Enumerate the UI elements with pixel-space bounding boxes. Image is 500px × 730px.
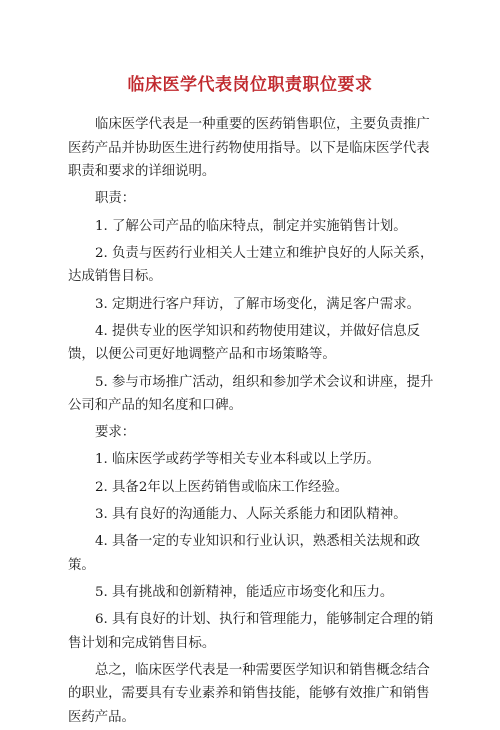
duty-item: 4. 提供专业的医学知识和药物使用建议，并做好信息反馈，以便公司更好地调整产品和市场策略等。 [68, 323, 421, 363]
requirement-item: 3. 具有良好的沟通能力、人际关系能力和团队精神。 [95, 506, 407, 522]
requirement-item: 1. 临床医学或药学等相关专业本科或以上学历。 [95, 452, 380, 468]
duty-item: 5. 参与市场推广活动，组织和参加学术会议和讲座，提升公司和产品的知名度和口碑。 [68, 374, 434, 414]
requirements-heading: 要求： [95, 425, 136, 441]
conclusion-paragraph: 总之，临床医学代表是一种需要医学知识和销售概念结合的职业，需要具有专业素养和销售技能，能够有效推广和销售医药产品。 [68, 662, 430, 725]
document-title: 临床医学代表岗位职责职位要求 [127, 75, 373, 95]
requirement-item: 5. 具有挑战和创新精神，能适应市场变化和压力。 [95, 584, 394, 600]
document-body [68, 113, 436, 730]
requirement-item: 2. 具备2年以上医药销售或临床工作经验。 [95, 479, 349, 495]
requirement-item: 6. 具有良好的计划、执行和管理能力，能够制定合理的销售计划和完成销售目标。 [68, 612, 434, 651]
duty-item: 3. 定期进行客户拜访，了解市场变化，满足客户需求。 [95, 296, 421, 312]
requirement-item: 4. 具备一定的专业知识和行业认识，熟悉相关法规和政策。 [68, 534, 421, 573]
intro-paragraph: 临床医学代表是一种重要的医药销售职位，主要负责推广医药产品并协助医生进行药物使用指导。以下是临床医学代表职责和要求的详细说明。 [68, 117, 430, 180]
duties-heading: 职责： [95, 191, 136, 207]
duty-item: 2. 负责与医药行业相关人士建立和维护良好的人际关系，达成销售目标。 [68, 245, 434, 285]
duty-item: 1. 了解公司产品的临床特点，制定并实施销售计划。 [95, 218, 407, 234]
